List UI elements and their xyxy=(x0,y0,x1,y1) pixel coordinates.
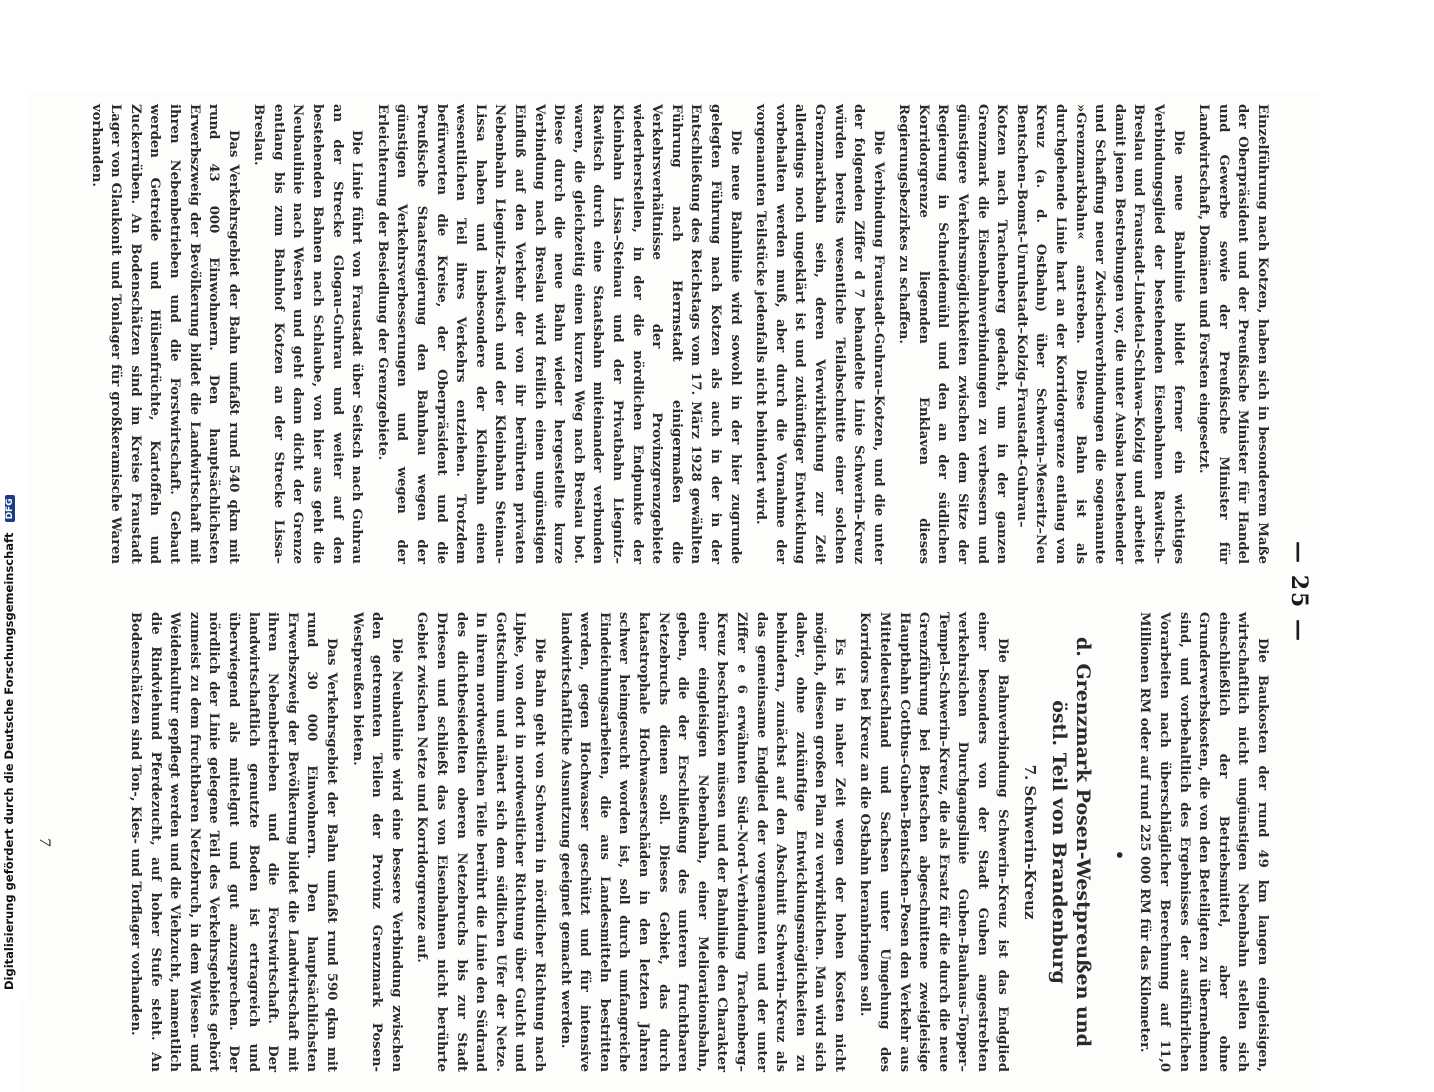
paragraph: Die Bahn geht von Schwerin in nördlicher Richtung nach Lipke, von dort in nordwestlicher Richtung über Gulcht und Gottschimm und nähert sich dem südlichen Ufer der Netze. In ihrem nordwestlichen Teile berührt die Linie den Südrand des dichtbesiedelten oberen Netzebruchs bis zur Stadt Driesen und schließt das von Eisenbahnen nicht berührte Gebiet zwischen Netze und Korridorgrenze auf. xyxy=(414,612,547,1072)
signature-mark: 7 xyxy=(36,837,52,847)
paragraph: Das Verkehrsgebiet der Bahn umfaßt rund 590 qkm mit rund 30 000 Einwohnern. Den hauptsächlichsten Erwerbszweig der Bevölkerung bildet die Landwirtschaft mit ihren Nebenbetrieben und die Forstwirtschaft. Der landwirtschaftlich genutzte Boden ist ertragreich und überwiegend als mittelgut und gut anzusprechen. Der nördlich der Linie gelegene Teil des Verkehrsgebiets gehört zumeist zu dem fruchtbaren Netzebruch, in dem Wiesen- und Weidenkultur gepflegt werden und die Viehzucht, namentlich die Rindviehund Pferdezucht, auf hoher Stufe steht. An Bodenschätzen sind Ton-, Kies- und Torflager vorhanden. xyxy=(128,612,340,1072)
paragraph: Die neue Bahnlinie bildet ferner ein wichtiges Verbindungsglied der bestehenden Eisenbahnen Rawitsch–Breslau und Fraustadt–Lindetal–Schlawa–Kolzig und arbeitet damit jenen Bestrebungen vor, die unter Ausbau bestehender und Schaffung neuer Zwischenverbindungen die sogenannte »Grenzmarkbahn« anstreben. Diese Bahn ist als durchgehende Linie hart an der Korridorgrenze entlang von Kreuz (a. d. Ostbahn) über Schwerin–Meseritz–Neu Bentschen–Bomst–Unruhstadt–Kolzig–Fraustadt–Guhrau–Kotzen nach Trachenberg gedacht, um in der ganzen Grenzmark die Eisenbahnverbindungen zu verbessern und günstigere Verkehrsmöglichkeiten zwischen dem Sitze der Regierung in Schneidemühl und den an der südlichen Korridorgrenze liegenden Enklaven dieses Regierungsbezirkes zu schaffen. xyxy=(896,104,1186,564)
sub-heading: 7. Schwerin-Kreuz xyxy=(1021,764,1040,920)
section-heading: d. Grenzmark Posen-Westpreußen und östl. Teil von Brandenburg xyxy=(1048,637,1095,1047)
paragraph: Die Neubaulinie wird eine bessere Verbindung zwischen den getrennten Teilen der Provinz Grenzmark Posen-Westpreußen bieten. xyxy=(349,612,404,1072)
rotated-page xyxy=(20,92,1320,1092)
left-column xyxy=(86,104,1272,564)
paragraph: Die Verbindung Fraustadt–Guhrau–Kotzen, und die unter der folgenden Ziffer d 7 behandelte Linie Schwerin–Kreuz würden bereits wesentliche Teilabschnitte einer solchen Grenzmarkbahn sein, deren Verwirklichung zur Zeit allerdings noch ungeklärt ist und zukünftiger Entwicklung vorbehalten werden muß, aber durch die Vornahme der vorgenannten Teilstücke jedenfalls nicht behindert wird. xyxy=(753,104,886,564)
footer-text: Digitalisierung gefördert durch die Deutsche Forschungsgemeinschaft xyxy=(2,532,16,990)
footer-strip xyxy=(0,0,28,1000)
paragraph: Die Bahnverbindung Schwerin–Kreuz ist das Endglied einer besonders von der Stadt Guben angestrebten verkehrsichen Durchgangslinie Guben–Bauhaus–Topper–Tempel–Schwerin–Kreuz, die als Ersatz für die durch die neue Grenzführung bei Bentschen abgeschnittene zweigleisige Hauptbahn Cottbus–Guben–Bentschen–Posen den Verkehr aus Mitteldeutschland und Sachsen unter Umgehung des Korridors bei Kreuz an die Ostbahn heranbringen soll. xyxy=(857,612,1010,1072)
right-column xyxy=(126,612,1272,1072)
paragraph: Die Baukosten der rund 49 km langen eingleisigen, wirtschaftlich nicht ungünstigen Nebenbahn stellen sich einschließlich der Betriebsmittel, aber ohne Grunderwerbskosten, die von den Beteiligten zu übernehmen sind, und vorbehaltlich des Ergebnisses der ausführlichen Vorarbeiten nach überschläglicher Berechnung auf 11,0 Millionen RM oder auf rund 225 000 RM für das Kilometer. xyxy=(1137,612,1270,1072)
footer-credit xyxy=(2,495,16,990)
paragraph: Die Linie führt von Fraustadt über Seitsch nach Guhrau an der Strecke Glogau–Guhrau und weiter auf den bestehenden Bahnen nach Schlaube, von hier aus geht die Neubaulinie nach Westen und geht dann dicht der Grenze entlang bis zum Bahnhof Kotzen an der Strecke Lissa–Breslau. xyxy=(251,104,365,564)
page-number: — 25 — xyxy=(1286,541,1312,643)
paragraph: Einzelführung nach Kotzen, haben sich in besonderem Maße der Oberpräsident und der Preußische Minister für Handel und Gewerbe sowie der Preußische Minister für Landwirtschaft, Domänen und Forsten eingesetzt. xyxy=(1196,104,1270,564)
paragraph: Es ist in naher Zeit wegen der hohen Kosten nicht möglich, diesen großen Plan zu verwirklichen. Man wird sich daher, ohne zukünftige Entwicklungsmöglichkeiten zu behindern, zunächst auf den Abschnitt Schwerin–Kreuz als das gemeinsame Endglied der vorgenannten und der unter Ziffer e 6 erwähnten Süd–Nord–Verbindung Trachenberg–Kreuz beschränken müssen und der Bahnlinie den Charakter einer eingleisigen Nebenbahn, einer Meliorationsbahn, geben, die der Erschließung des unteren fruchtbaren Netzebruchs dienen soll. Dieses Gebiet, das durch katastrophale Hochwasserschäden in den letzten Jahren schwer heimgesucht worden ist, soll durch umfangreiche Eindeichungsarbeiten, die aus Landesmitteln bestritten werden, gegen Hochwasser geschützt und für intensive landwirtschaftliche Ausnutzung geeignet gemacht werden. xyxy=(557,612,847,1072)
paragraph: Das Verkehrsgebiet der Bahn umfaßt rund 540 qkm mit rund 43 000 Einwohnern. Den hauptsächlichsten Erwerbszweig der Bevölkerung bildet die Landwirtschaft mit ihren Nebenbetrieben und die Forstwirtschaft. Gebaut werden Getreide und Hülsenfrüchte, Kartoffeln und Zuckerrüben. An Bodenschätzen sind im Kreise Fraustadt Lager von Glaukonit und Tonlager für großkeramische Waren vorhanden. xyxy=(88,104,241,564)
separator-dot: • xyxy=(1109,849,1129,861)
paragraph: Die neue Bahnlinie wird sowohl in der hier zugrunde gelegten Führung nach Kotzen als auch in der in der Entschließung des Reichstags vom 17. März 1928 gewählten Führung nach Herrnstadt einigermaßen die Verkehrsverhältnisse der Provinzgrenzgebiete wiederherstellen, in der die nördlichen Endpunkte der Kleinbahn Lissa–Steinau und der Privatbahn Liegnitz–Rawitsch durch eine Staatsbahn miteinander verbunden waren, die gleichzeitig einen kurzen Weg nach Breslau bot. Diese durch die neue Bahn wieder hergestellte kurze Verbindung nach Breslau wird freilich einen ungünstigen Einfluß auf den Verkehr der von ihr berührten privaten Nebenbahn Liegnitz–Rawitsch und der Kleinbahn Steinau–Lissa haben und insbesondere der Kleinbahn einen wesentlichen Teil ihres Verkehrs entziehen. Trotzdem befürworten die Kreise, der Oberpräsident und die Preußische Staatsregierung den Bahnbau wegen der günstigen Verkehrsverbesserungen und wegen der Erleichterung der Besiedlung der Grenzgebiete. xyxy=(374,104,743,564)
dfg-logo-icon: DFG xyxy=(5,495,15,522)
